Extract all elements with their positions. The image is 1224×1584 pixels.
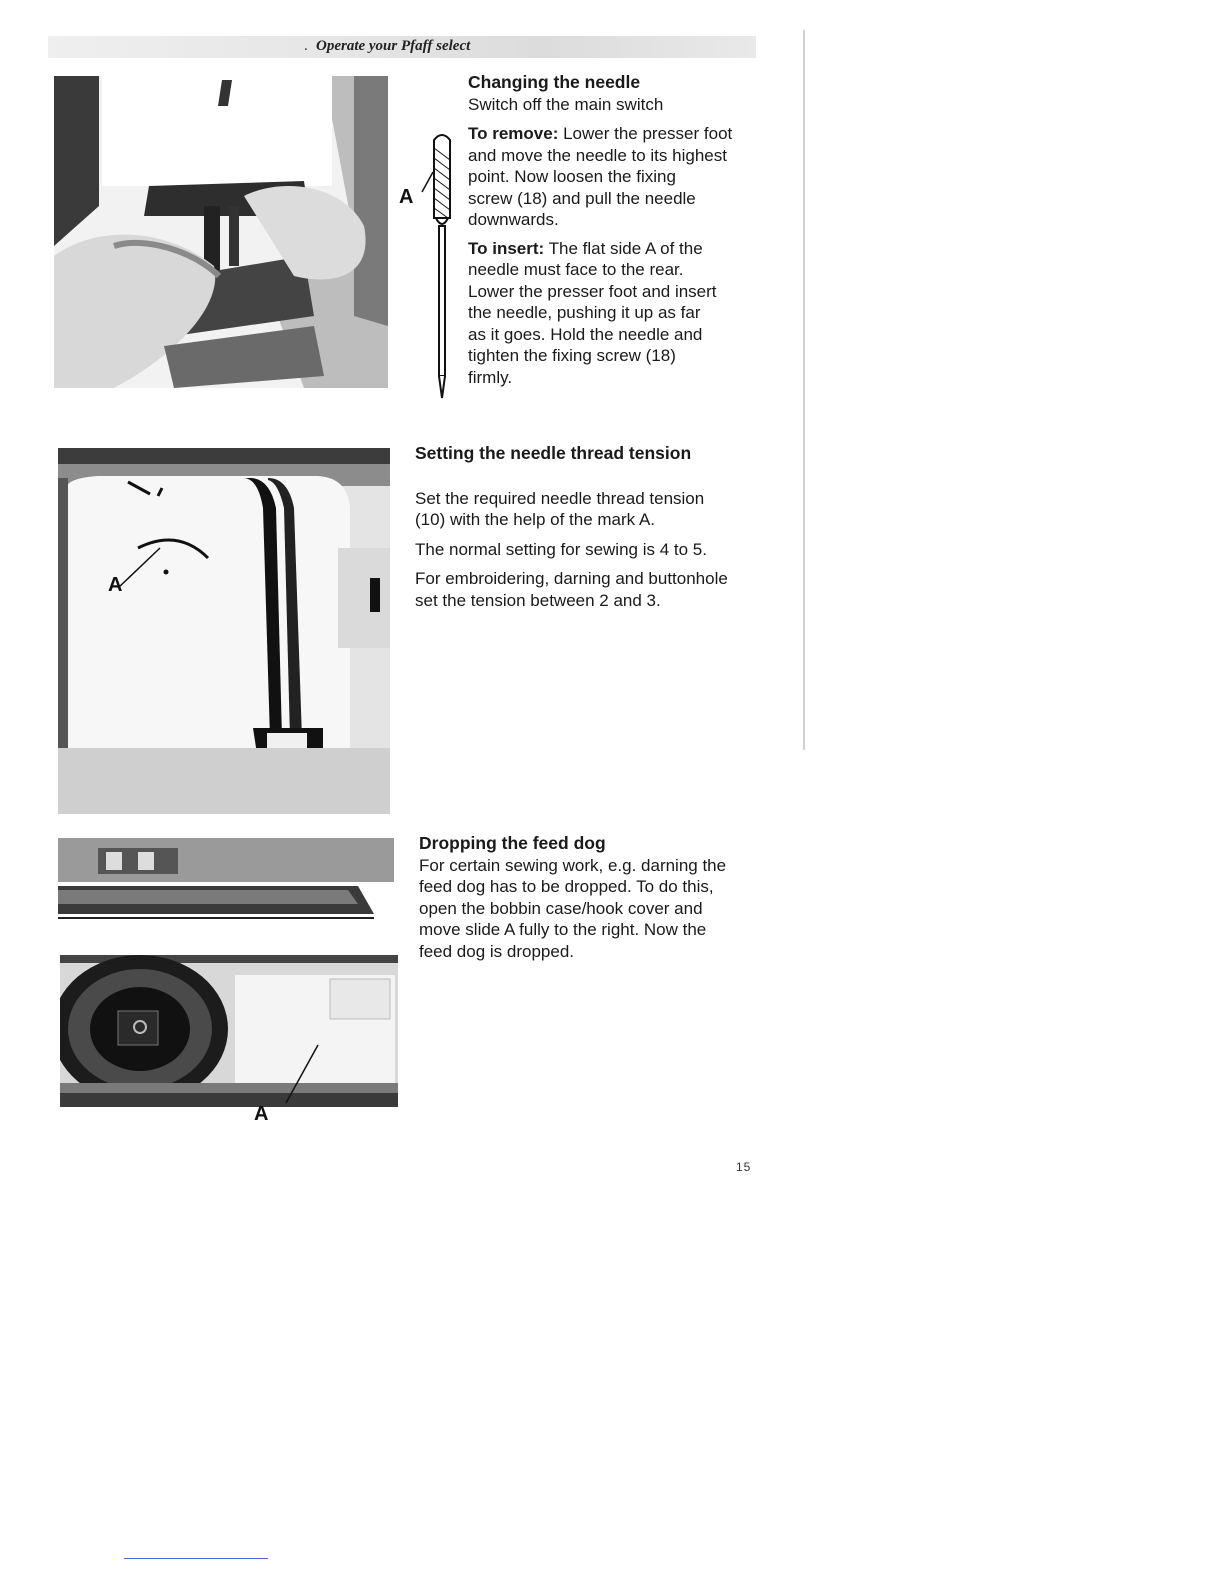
changing-needle-section <box>468 72 768 388</box>
feed-dog-heading: Dropping the feed dog <box>419 833 606 853</box>
tension-line: (10) with the help of the mark A. <box>415 510 656 529</box>
insert-line: the needle, pushing it up as far <box>468 303 701 322</box>
feed-dog-paragraph <box>419 855 779 963</box>
running-header: Operate your Pfaff select <box>316 38 471 54</box>
tension-paragraph-1 <box>415 488 775 531</box>
remove-line: point. Now loosen the fixing <box>468 167 676 186</box>
remove-label: To remove: <box>468 124 559 143</box>
insert-label: To insert: <box>468 238 545 258</box>
feed-dog-line: open the bobbin case/hook cover and <box>419 898 703 918</box>
slide-A-label: A <box>254 1103 269 1125</box>
needle-change-photo <box>54 76 388 388</box>
tension-paragraph-3 <box>415 568 775 611</box>
insert-line: Lower the presser foot and insert <box>468 281 717 301</box>
tension-line: Set the required needle thread tension <box>415 488 705 508</box>
remove-line: Lower the presser foot <box>558 124 733 143</box>
remove-line: downwards. <box>468 210 559 229</box>
thread-tension-section <box>415 443 775 611</box>
needle-diagram <box>420 130 460 400</box>
insert-line: The flat side A of the <box>544 238 703 258</box>
tension-paragraph-2: The normal setting for sewing is 4 to 5. <box>415 539 707 559</box>
needle-flat-side-label: A <box>399 186 414 208</box>
tension-dial-photo <box>58 448 390 814</box>
tension-line: set the tension between 2 and 3. <box>415 590 661 610</box>
changing-needle-heading: Changing the needle <box>468 72 641 92</box>
footer-rule <box>124 1558 268 1559</box>
insert-line: as it goes. Hold the needle and <box>468 324 703 344</box>
remove-line: screw (18) and pull the needle <box>468 188 696 208</box>
insert-instruction <box>468 238 768 389</box>
page-number: 15 <box>736 1160 752 1174</box>
margin-rule <box>803 30 805 750</box>
feed-dog-side-photo <box>58 838 394 920</box>
remove-line: and move the needle to its highest <box>468 145 727 165</box>
feed-dog-line: For certain sewing work, e.g. darning the <box>419 855 727 875</box>
thread-tension-heading: Setting the needle thread tension <box>415 443 692 463</box>
feed-dog-line: move slide A fully to the right. Now the <box>419 920 707 939</box>
tension-line: For embroidering, darning and buttonhole <box>415 569 728 588</box>
tension-mark-label: A <box>108 574 123 596</box>
switch-off-instruction: Switch off the main switch <box>468 94 664 114</box>
bobbin-case-photo <box>60 955 398 1107</box>
feed-dog-section <box>419 833 779 962</box>
insert-line: firmly. <box>468 367 513 387</box>
feed-dog-line: feed dog has to be dropped. To do this, <box>419 877 714 896</box>
header-dot: . <box>304 38 308 54</box>
feed-dog-line: feed dog is dropped. <box>419 941 575 961</box>
remove-instruction <box>468 123 768 231</box>
insert-line: needle must face to the rear. <box>468 260 684 279</box>
insert-line: tighten the fixing screw (18) <box>468 346 676 365</box>
